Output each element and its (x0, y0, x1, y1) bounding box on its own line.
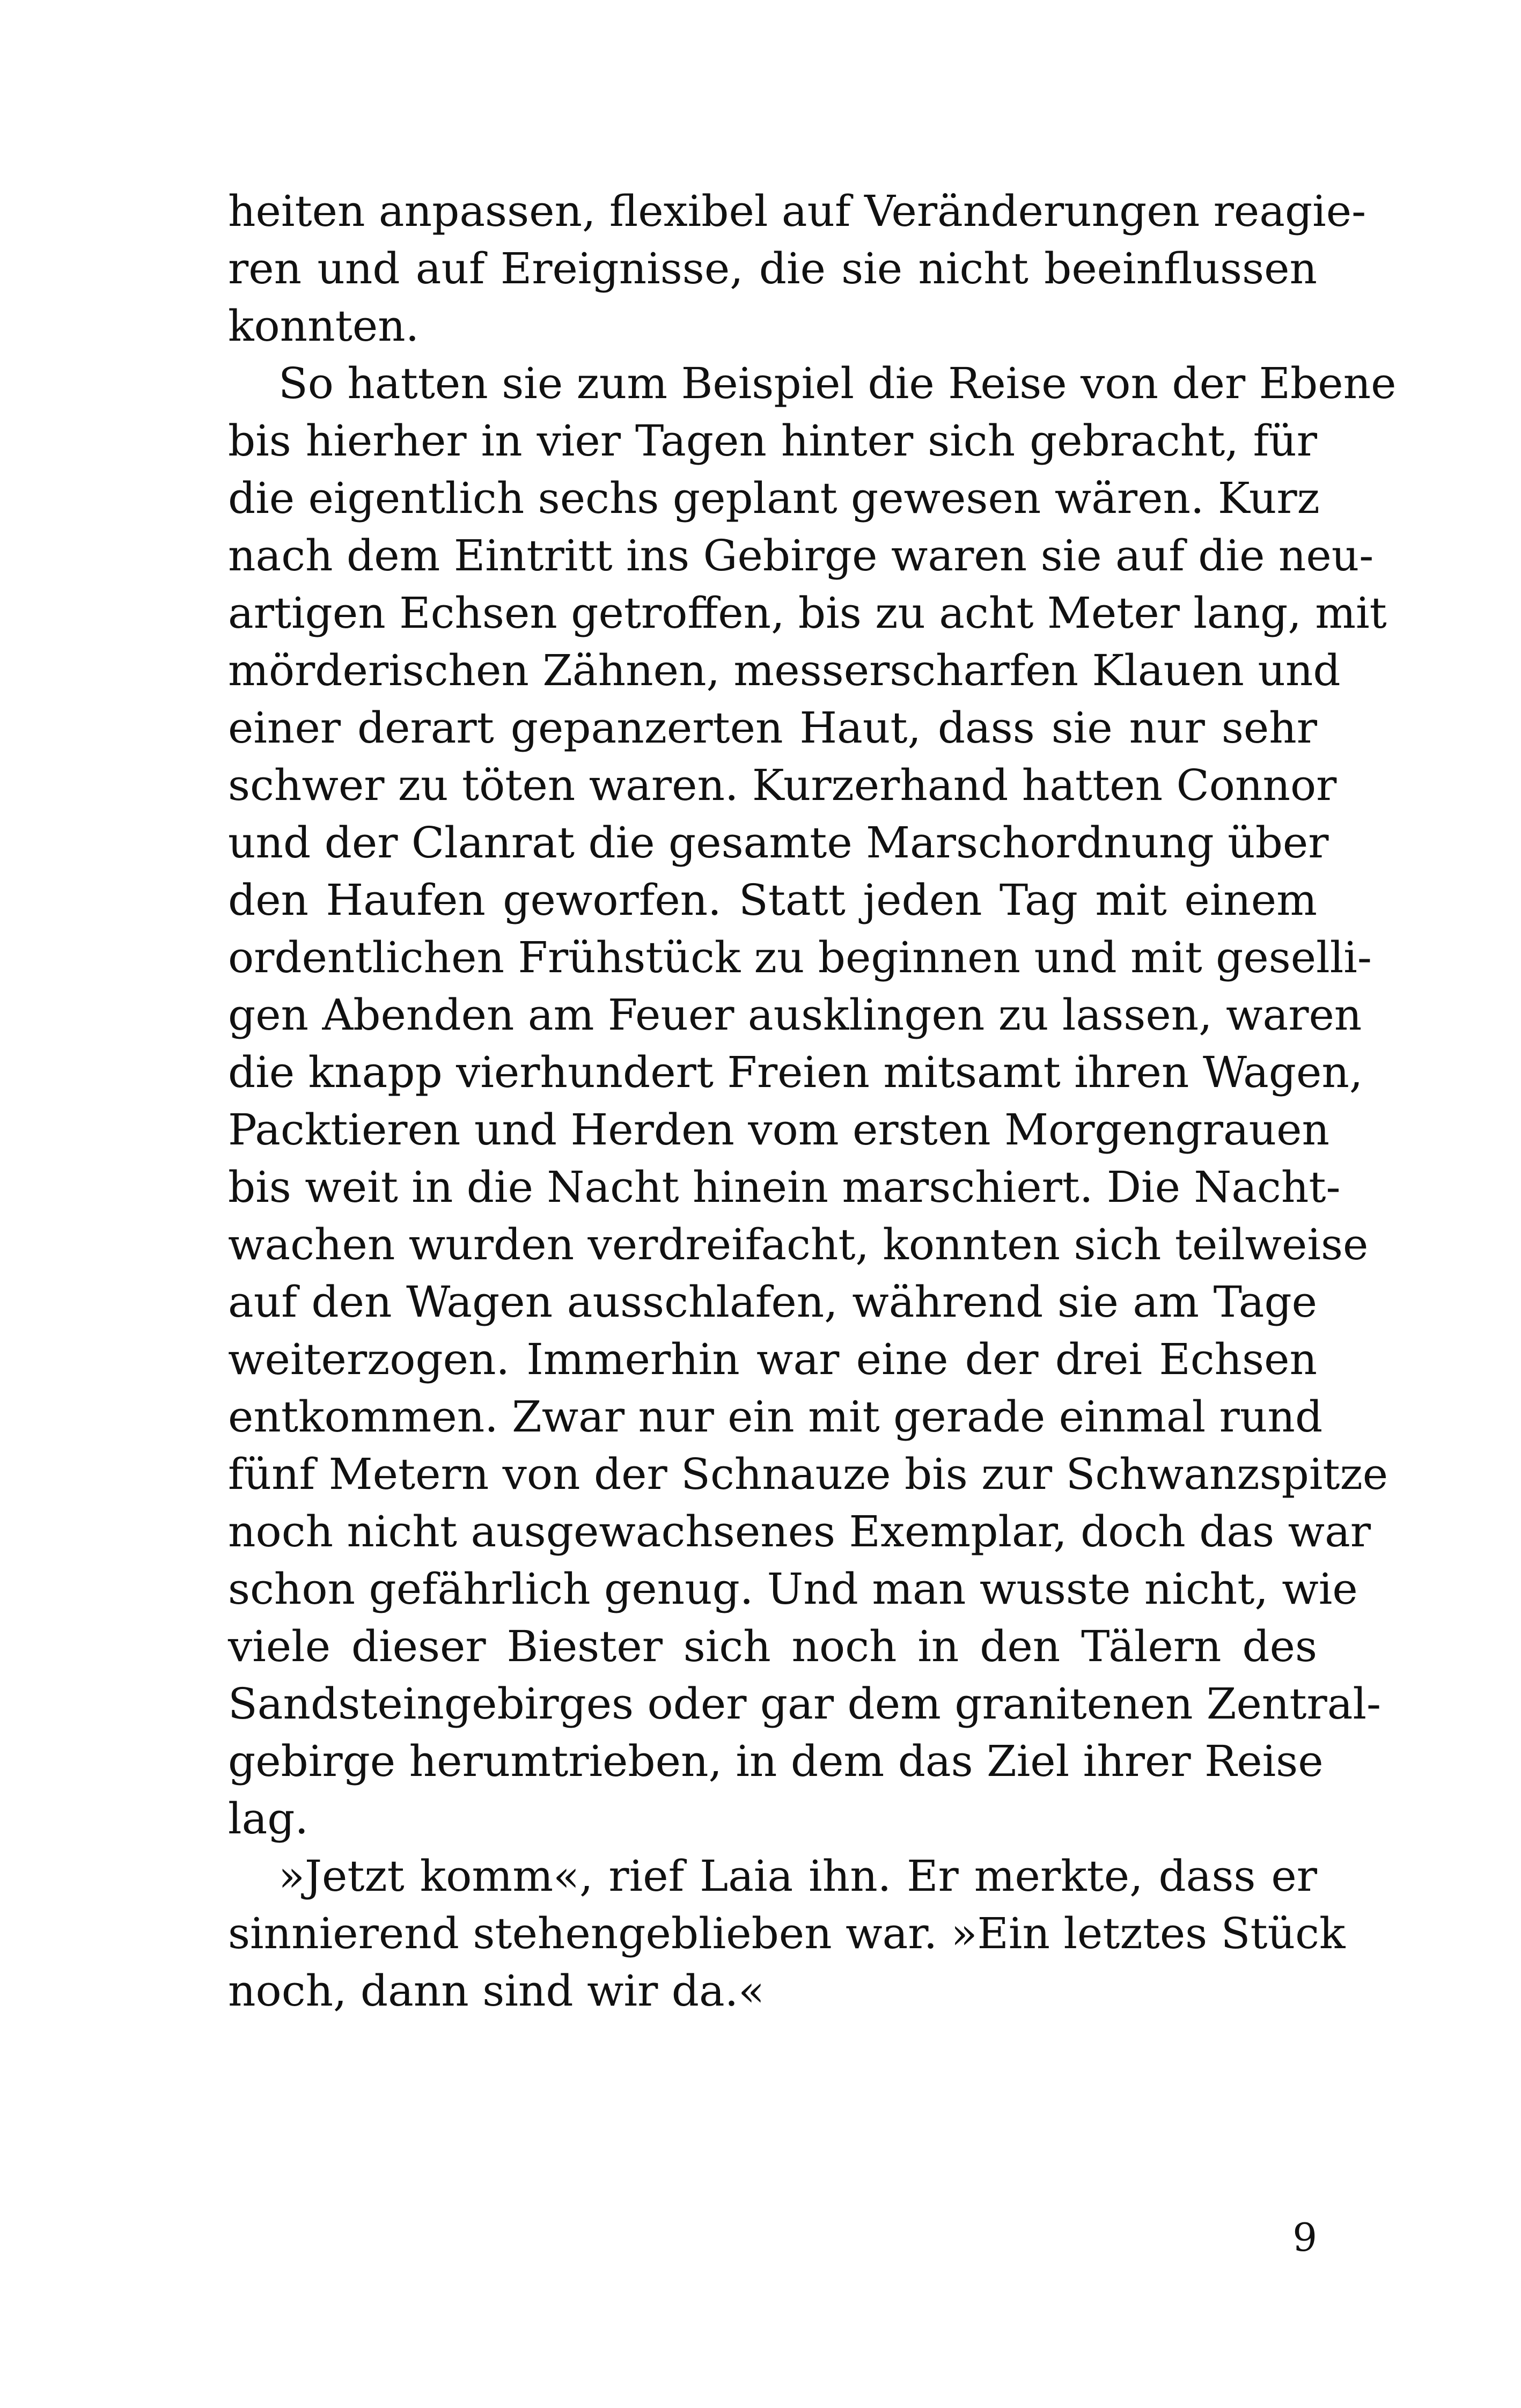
paragraph (228, 1847, 1346, 2020)
text-line: einer derart gepanzerten Haut, dass sie nur sehr (228, 703, 1317, 753)
text-line: ordentlichen Frühstück zu beginnen und mit geselli- (228, 933, 1372, 982)
text-line: konnten. (228, 301, 420, 351)
text-line: die eigentlich sechs geplant gewesen wären. Kurz (228, 473, 1320, 523)
text-line: mörderischen Zähnen, messerscharfen Klauen und (228, 645, 1341, 695)
text-line: weiterzogen. Immerhin war eine der drei Echsen (228, 1334, 1317, 1384)
text-line: gebirge herumtrieben, in dem das Ziel ihrer Reise (228, 1736, 1324, 1786)
text-line: heiten anpassen, flexibel auf Veränderungen reagie- (228, 186, 1366, 236)
text-line: wachen wurden verdreifacht, konnten sich teilweise (228, 1220, 1369, 1269)
text-line: noch, dann sind wir da.« (228, 1966, 765, 2016)
text-line: schwer zu töten waren. Kurzerhand hatten Connor (228, 760, 1337, 810)
text-line: »Jetzt komm«, rief Laia ihn. Er merkte, dass er (278, 1851, 1317, 1901)
text-line: lag. (228, 1794, 308, 1844)
text-line: bis hierher in vier Tagen hinter sich gebracht, für (228, 416, 1317, 466)
text-line: artigen Echsen getroffen, bis zu acht Meter lang, mit (228, 588, 1387, 638)
text-line: nach dem Eintritt ins Gebirge waren sie auf die neu- (228, 531, 1374, 581)
paragraph (228, 182, 1366, 355)
page-number: 9 (1292, 2215, 1317, 2260)
text-line: gen Abenden am Feuer ausklingen zu lassen, waren (228, 990, 1362, 1040)
body-text (228, 182, 1397, 2020)
text-line: viele dieser Biester sich noch in den Tälern des (228, 1621, 1317, 1671)
text-line: Packtieren und Herden vom ersten Morgengrauen (228, 1105, 1330, 1155)
text-line: entkommen. Zwar nur ein mit gerade einmal rund (228, 1392, 1323, 1442)
text-line: sinnierend stehengeblieben war. »Ein letztes Stück (228, 1908, 1346, 1958)
text-line: ren und auf Ereignisse, die sie nicht beeinflussen (228, 244, 1317, 293)
text-line: die knapp vierhundert Freien mitsamt ihren Wagen, (228, 1047, 1363, 1097)
text-line: schon gefährlich genug. Und man wusste nicht, wie (228, 1564, 1358, 1614)
text-line: auf den Wagen ausschlafen, während sie am Tage (228, 1277, 1317, 1327)
text-line: den Haufen geworfen. Statt jeden Tag mit einem (228, 875, 1317, 925)
text-line: und der Clanrat die gesamte Marschordnung über (228, 818, 1329, 868)
text-line: fünf Metern von der Schnauze bis zur Schwanzspitze (228, 1449, 1388, 1499)
text-line: So hatten sie zum Beispiel die Reise von der Ebene (278, 358, 1397, 408)
text-line: Sandsteingebirges oder gar dem granitenen Zentral- (228, 1679, 1382, 1729)
text-line: noch nicht ausgewachsenes Exemplar, doch das war (228, 1507, 1371, 1557)
text-line: bis weit in die Nacht hinein marschiert. Die Nacht- (228, 1162, 1341, 1212)
paragraph (228, 355, 1397, 1847)
